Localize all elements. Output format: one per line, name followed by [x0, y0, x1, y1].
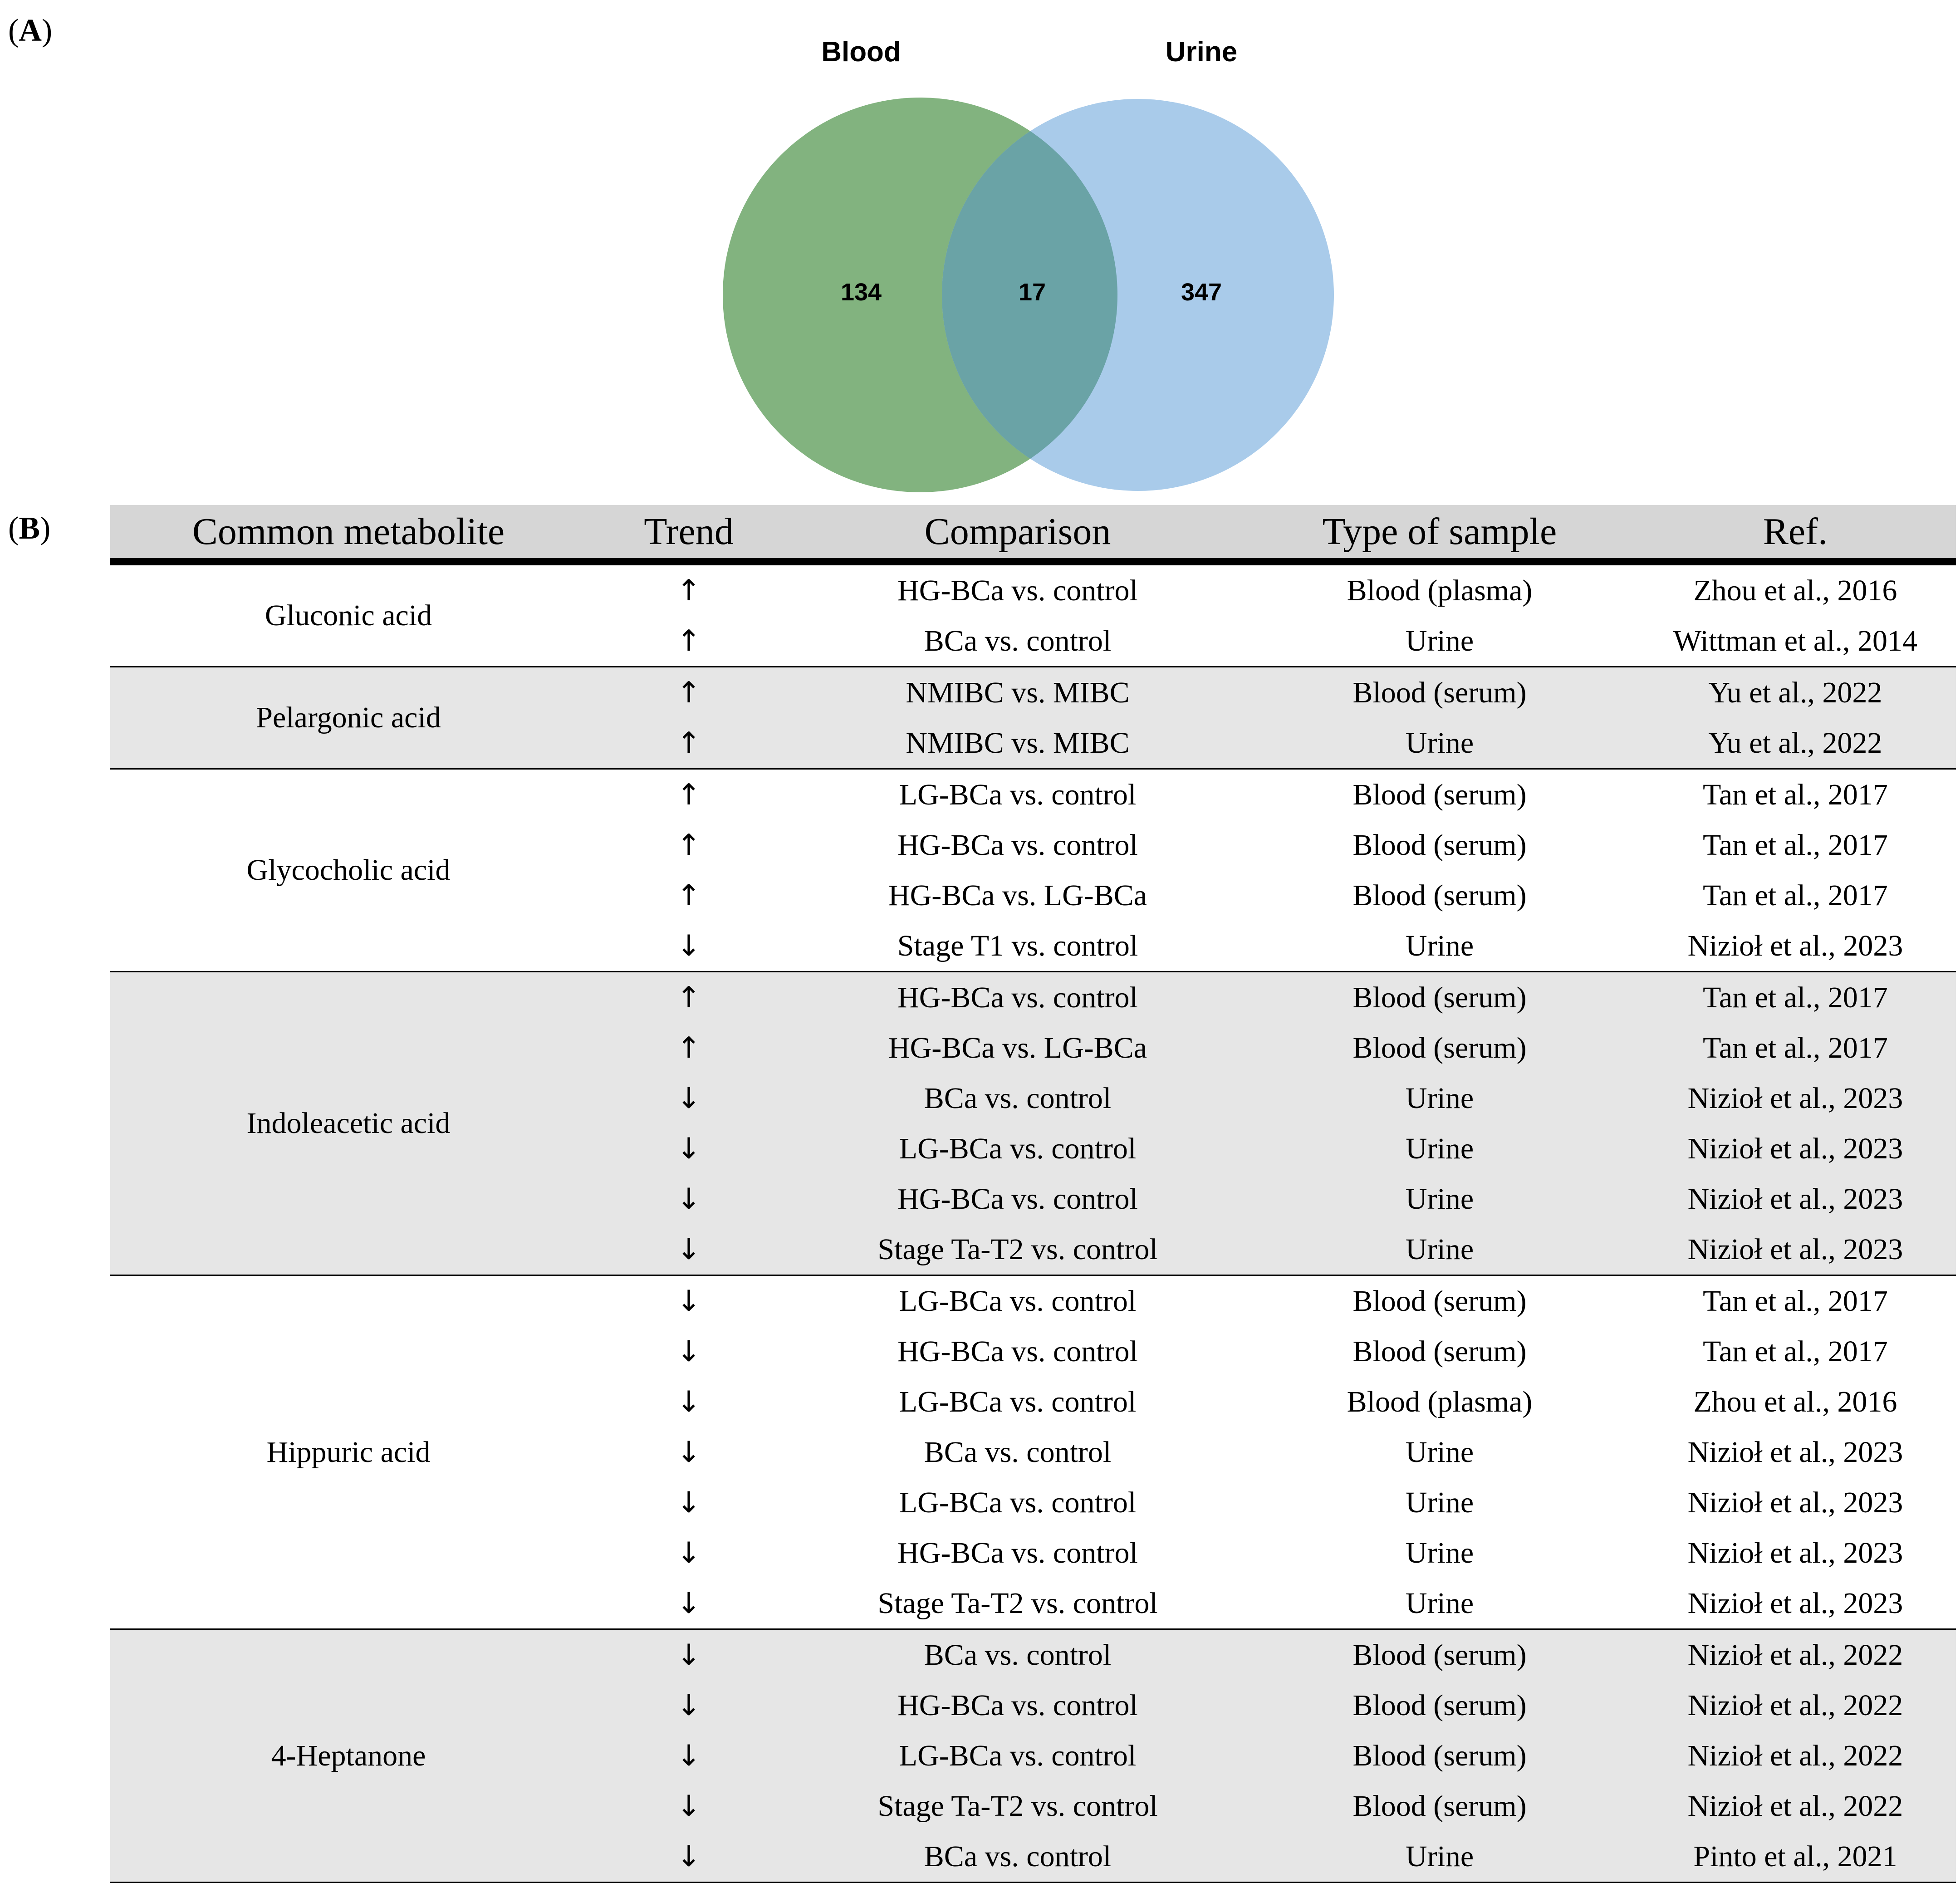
sample-type-cell: Urine [1245, 1123, 1635, 1174]
metabolite-group [110, 1275, 1956, 1629]
venn-title-blood: Blood [821, 36, 901, 68]
reference-cell: Nizioł et al., 2023 [1635, 1174, 1956, 1224]
trend-arrow: ↓ [587, 1224, 791, 1275]
trend-arrow: ↓ [587, 1680, 791, 1731]
metabolite-name: Hippuric acid [266, 1435, 431, 1469]
comparison-cell: NMIBC vs. MIBC [791, 667, 1245, 718]
trend-arrow: ↑ [587, 1023, 791, 1073]
header-row [110, 505, 1956, 562]
venn-diagram [0, 0, 1960, 499]
reference-cell: Nizioł et al., 2022 [1635, 1629, 1956, 1681]
sample-type-cell: Urine [1245, 1073, 1635, 1123]
sample-type-cell: Blood (serum) [1352, 778, 1527, 811]
comparison-cell: HG-BCa vs. LG-BCa [888, 878, 1147, 912]
trend-arrow: ↓ [587, 1731, 791, 1781]
table-row [110, 1275, 1956, 1327]
sample-type-cell: Blood (serum) [1245, 1629, 1635, 1681]
comparison-cell: HG-BCa vs. control [897, 1536, 1138, 1569]
sample-type-cell: Blood (serum) [1245, 1680, 1635, 1731]
trend-arrow: ↓ [676, 1486, 701, 1520]
trend-arrow: ↓ [587, 1123, 791, 1174]
reference-cell: Nizioł et al., 2023 [1687, 1435, 1903, 1469]
trend-arrow: ↓ [587, 1831, 791, 1883]
comparison-cell: LG-BCa vs. control [899, 1486, 1137, 1519]
reference-cell: Tan et al., 2017 [1703, 1334, 1888, 1368]
panel-b-label: (B) [8, 511, 51, 546]
sample-type-cell: Blood (plasma) [1347, 574, 1533, 607]
sample-type-cell: Urine [1245, 1174, 1635, 1224]
trend-arrow: ↓ [587, 1073, 791, 1123]
panel-a-letter: A [19, 13, 42, 48]
trend-arrow: ↑ [587, 972, 791, 1023]
comparison-cell: BCa vs. control [924, 1435, 1112, 1469]
comparison-cell: BCa vs. control [791, 1629, 1245, 1681]
metabolite-name: Indoleacetic acid [110, 972, 587, 1275]
sample-type-cell: Blood (serum) [1245, 972, 1635, 1023]
trend-arrow: ↓ [676, 1385, 701, 1419]
sample-type-cell: Urine [1405, 1586, 1474, 1620]
metabolite-name: Glycocholic acid [246, 853, 451, 887]
table-row [110, 562, 1956, 616]
comparison-cell: BCa vs. control [791, 1073, 1245, 1123]
metabolite-name: Gluconic acid [265, 599, 432, 632]
trend-arrow: ↓ [676, 1536, 701, 1570]
metabolite-group [110, 1629, 1956, 1883]
sample-type-cell: Blood (serum) [1245, 1731, 1635, 1781]
reference-cell: Nizioł et al., 2023 [1635, 1123, 1956, 1174]
sample-type-cell: Urine [1405, 929, 1474, 962]
reference-cell: Nizioł et al., 2023 [1687, 1536, 1903, 1569]
comparison-cell: HG-BCa vs. control [791, 1680, 1245, 1731]
reference-cell: Tan et al., 2017 [1703, 1284, 1888, 1318]
trend-arrow: ↓ [676, 1334, 701, 1368]
table-row [110, 769, 1956, 820]
sample-type-cell: Urine [1245, 1224, 1635, 1275]
reference-cell: Yu et al., 2022 [1635, 667, 1956, 718]
sample-type-cell: Blood (serum) [1352, 878, 1527, 912]
reference-cell: Nizioł et al., 2023 [1687, 929, 1903, 962]
sample-type-cell: Blood (serum) [1352, 1284, 1527, 1318]
table-row [110, 1629, 1956, 1681]
metabolite-table [110, 505, 1956, 1883]
trend-arrow: ↓ [676, 1435, 701, 1469]
reference-cell: Tan et al., 2017 [1703, 878, 1888, 912]
sample-type-cell: Urine [1405, 1486, 1474, 1519]
comparison-cell: HG-BCa vs. control [897, 1334, 1138, 1368]
trend-arrow: ↑ [587, 718, 791, 769]
reference-cell: Zhou et al., 2016 [1693, 1385, 1897, 1418]
sample-type-cell: Blood (serum) [1245, 1781, 1635, 1831]
reference-cell: Wittman et al., 2014 [1673, 624, 1918, 657]
trend-arrow: ↓ [676, 1284, 701, 1318]
reference-cell: Nizioł et al., 2023 [1635, 1073, 1956, 1123]
comparison-cell: Stage Ta-T2 vs. control [791, 1224, 1245, 1275]
reference-cell: Tan et al., 2017 [1703, 778, 1888, 811]
comparison-cell: BCa vs. control [791, 1831, 1245, 1883]
reference-cell: Yu et al., 2022 [1635, 718, 1956, 769]
venn-count-overlap: 17 [1018, 279, 1046, 306]
metabolite-group [110, 769, 1956, 972]
reference-cell: Tan et al., 2017 [1635, 972, 1956, 1023]
panel-a-label: (A) [8, 13, 53, 48]
venn-title-urine: Urine [1165, 36, 1238, 68]
venn-count-urine-only: 347 [1181, 279, 1222, 306]
reference-cell: Nizioł et al., 2023 [1635, 1224, 1956, 1275]
reference-cell: Nizioł et al., 2022 [1635, 1781, 1956, 1831]
metabolite-group [110, 667, 1956, 769]
reference-cell: Zhou et al., 2016 [1693, 574, 1897, 607]
sample-type-cell: Blood (serum) [1352, 1334, 1527, 1368]
comparison-cell: NMIBC vs. MIBC [791, 718, 1245, 769]
reference-cell: Nizioł et al., 2022 [1635, 1680, 1956, 1731]
metabolite-group [110, 562, 1956, 667]
comparison-cell: Stage Ta-T2 vs. control [877, 1586, 1158, 1620]
header-comparison: Comparison [791, 505, 1245, 562]
reference-cell: Pinto et al., 2021 [1635, 1831, 1956, 1883]
panel-b-letter: B [19, 511, 40, 546]
sample-type-cell: Blood (serum) [1245, 667, 1635, 718]
comparison-cell: HG-BCa vs. control [897, 574, 1138, 607]
trend-arrow: ↑ [676, 624, 701, 658]
sample-type-cell: Urine [1245, 718, 1635, 769]
comparison-cell: HG-BCa vs. control [791, 972, 1245, 1023]
comparison-cell: LG-BCa vs. control [899, 1385, 1137, 1418]
metabolite-name: 4-Heptanone [110, 1629, 587, 1883]
trend-arrow: ↑ [587, 667, 791, 718]
metabolite-name: Pelargonic acid [110, 667, 587, 769]
comparison-cell: LG-BCa vs. control [791, 1123, 1245, 1174]
reference-cell: Nizioł et al., 2023 [1687, 1486, 1903, 1519]
header-trend: Trend [587, 505, 791, 562]
trend-arrow: ↓ [676, 929, 701, 963]
trend-arrow: ↑ [676, 574, 701, 608]
sample-type-cell: Urine [1245, 1831, 1635, 1883]
header-type-of-sample: Type of sample [1245, 505, 1635, 562]
trend-arrow: ↓ [587, 1629, 791, 1681]
sample-type-cell: Blood (plasma) [1347, 1385, 1533, 1418]
trend-arrow: ↑ [676, 828, 701, 862]
sample-type-cell: Urine [1405, 1536, 1474, 1569]
table-header [110, 505, 1956, 562]
trend-arrow: ↑ [676, 878, 701, 912]
comparison-cell: LG-BCa vs. control [899, 1284, 1137, 1318]
comparison-cell: BCa vs. control [924, 624, 1112, 657]
reference-cell: Tan et al., 2017 [1703, 828, 1888, 862]
comparison-cell: LG-BCa vs. control [791, 1731, 1245, 1781]
trend-arrow: ↑ [676, 778, 701, 812]
sample-type-cell: Urine [1405, 624, 1474, 657]
table-row [110, 667, 1956, 718]
header-ref: Ref. [1635, 505, 1956, 562]
reference-cell: Nizioł et al., 2023 [1687, 1586, 1903, 1620]
header-common-metabolite: Common metabolite [110, 505, 587, 562]
comparison-cell: HG-BCa vs. control [791, 1174, 1245, 1224]
comparison-cell: Stage Ta-T2 vs. control [791, 1781, 1245, 1831]
sample-type-cell: Urine [1405, 1435, 1474, 1469]
trend-arrow: ↓ [587, 1174, 791, 1224]
comparison-cell: Stage T1 vs. control [897, 929, 1138, 962]
trend-arrow: ↓ [676, 1586, 701, 1620]
venn-count-blood-only: 134 [840, 279, 882, 306]
sample-type-cell: Blood (serum) [1245, 1023, 1635, 1073]
reference-cell: Nizioł et al., 2022 [1635, 1731, 1956, 1781]
comparison-cell: HG-BCa vs. LG-BCa [791, 1023, 1245, 1073]
reference-cell: Tan et al., 2017 [1635, 1023, 1956, 1073]
sample-type-cell: Blood (serum) [1352, 828, 1527, 862]
metabolite-group [110, 972, 1956, 1275]
trend-arrow: ↓ [587, 1781, 791, 1831]
comparison-cell: LG-BCa vs. control [899, 778, 1137, 811]
comparison-cell: HG-BCa vs. control [897, 828, 1138, 862]
table-row [110, 972, 1956, 1023]
